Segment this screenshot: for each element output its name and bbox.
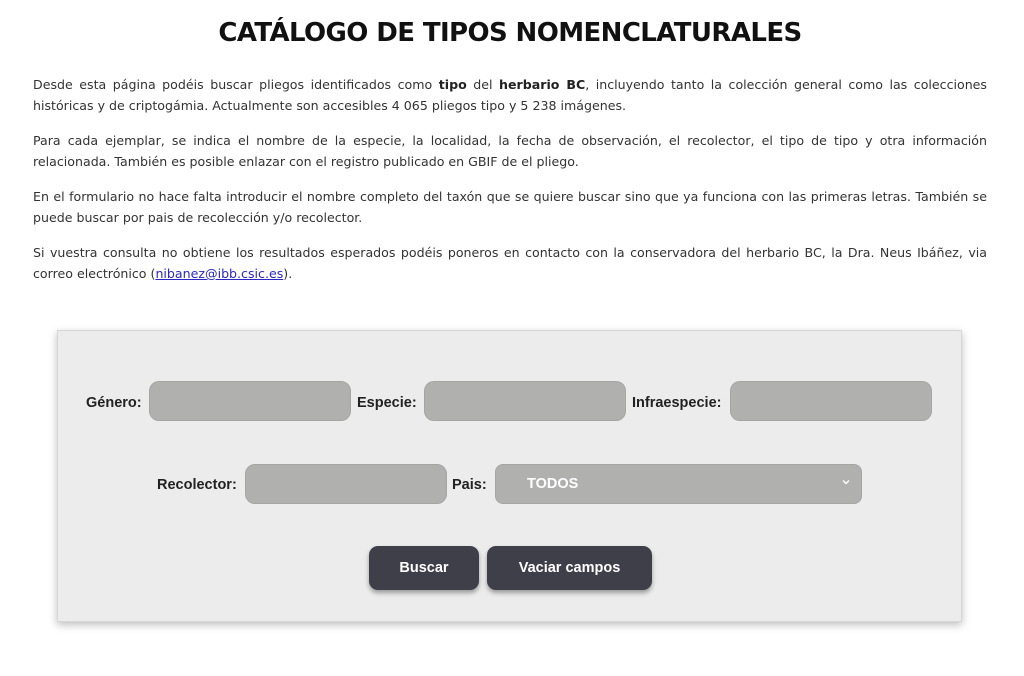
search-form-panel xyxy=(57,330,962,622)
intro-paragraph-3: En el formulario no hace falta introducir el nombre completo del taxón que se quiere buscar sino que ya funciona con las primeras letras. También se puede buscar por pais de recolección y/o recolector. xyxy=(33,189,987,225)
intro-p1-text-e: , incluyendo tanto la colección general como las colecciones históricas y de criptogámia. Actualmente son accesibles 4 065 pliegos tipo y 5 238 imágenes. xyxy=(33,77,987,113)
genero-label: Género: xyxy=(86,395,142,411)
intro-paragraph-4 xyxy=(33,242,987,284)
pais-label: Pais: xyxy=(452,477,487,493)
recolector-input[interactable] xyxy=(245,464,447,504)
buscar-button[interactable]: Buscar xyxy=(369,546,479,590)
infraespecie-label: Infraespecie: xyxy=(632,395,722,411)
intro-text xyxy=(33,74,987,298)
pais-select[interactable] xyxy=(495,464,862,504)
especie-input[interactable] xyxy=(424,381,626,421)
intro-p1-text-c: del xyxy=(466,77,500,92)
chevron-down-icon xyxy=(841,477,851,487)
intro-p1-text-a: Desde esta página podéis buscar pliegos identificados como xyxy=(33,77,439,92)
infraespecie-input[interactable] xyxy=(730,381,932,421)
email-link[interactable]: nibanez@ibb.csic.es xyxy=(155,266,284,281)
recolector-label: Recolector: xyxy=(157,477,237,493)
especie-label: Especie: xyxy=(357,395,417,411)
intro-p1-bold-tipo: tipo xyxy=(438,77,467,92)
intro-p1-bold-herbario: herbario BC xyxy=(499,77,586,92)
intro-p4-text-a: Si vuestra consulta no obtiene los resultados esperados podéis poneros en contacto con la conservadora del herbario BC, la Dra. Neus Ibáñez, via correo electrónico ( xyxy=(33,245,987,281)
pais-select-value: TODOS xyxy=(527,476,579,492)
page-title: CATÁLOGO DE TIPOS NOMENCLATURALES xyxy=(218,18,802,48)
intro-paragraph-1 xyxy=(33,74,987,116)
vaciar-campos-button[interactable]: Vaciar campos xyxy=(487,546,652,590)
genero-input[interactable] xyxy=(149,381,351,421)
intro-p4-text-b: ). xyxy=(283,266,293,281)
intro-paragraph-2: Para cada ejemplar, se indica el nombre de la especie, la localidad, la fecha de observación, el recolector, el tipo de tipo y otra información relacionada. También es posible enlazar con el registro publicado en GBIF de el pliego. xyxy=(33,133,987,169)
